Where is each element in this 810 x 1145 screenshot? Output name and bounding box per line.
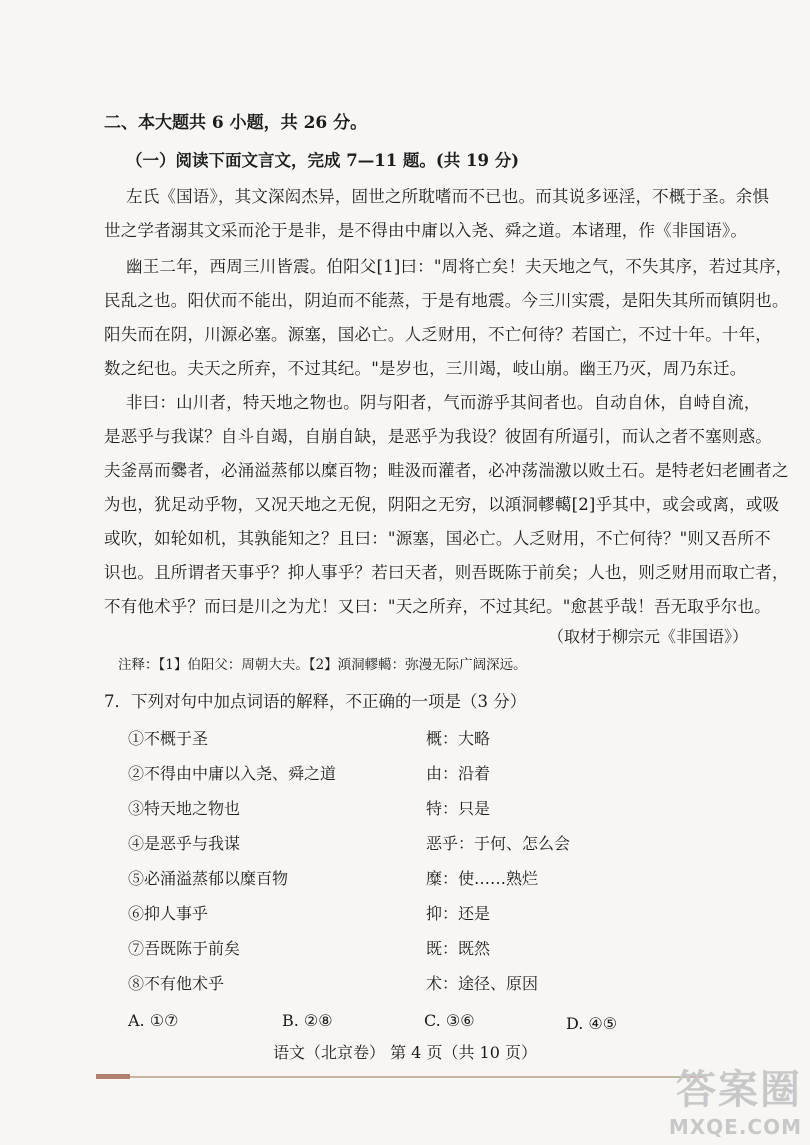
q7-item-left: ⑧不有他术乎 <box>128 974 225 993</box>
passage-line: 或吹，如轮如机，其孰能知之？且曰："源塞，国必亡。人乏财用，不亡何待？"则又吾所不 <box>104 529 771 548</box>
choice-c[interactable]: C. ③⑥ <box>424 1011 475 1030</box>
passage-line: 不有他术乎？而曰是川之为尤！又曰："天之所弃，不过其纪。"愈甚乎哉！吾无取乎尔也。 <box>104 597 771 616</box>
choice-a[interactable]: A. ①⑦ <box>128 1011 179 1030</box>
watermark-main: 答案圈 <box>676 1067 802 1113</box>
q7-item-left: ③特天地之物也 <box>128 799 241 818</box>
q7-item-left: ①不概于圣 <box>128 729 209 748</box>
passage-line: 非曰：山川者，特天地之物也。阴与阳者，气而游乎其间者也。自动自休，自峙自流， <box>126 393 761 412</box>
choice-d[interactable]: D. ④⑤ <box>566 1014 618 1033</box>
q7-item-left: ⑤必涌溢蒸郁以糜百物 <box>128 869 289 888</box>
section-title: 二、本大题共 6 小题，共 26 分。 <box>104 113 368 133</box>
question-7-stem: 7．下列对句中加点词语的解释，不正确的一项是（3 分） <box>104 692 527 711</box>
passage-line: 识也。且所谓者天事乎？抑人事乎？若曰天者，则吾既陈于前矣；人也，则乏财用而取亡者， <box>104 563 789 582</box>
q7-item-right: 抑：还是 <box>426 904 491 923</box>
footer-rule-accent <box>96 1074 130 1079</box>
q7-item-right: 既：既然 <box>426 939 491 958</box>
q7-item-left: ⑦吾既陈于前矣 <box>128 939 241 958</box>
passage-line: 是恶乎与我谋？自斗自竭，自崩自缺，是恶乎为我设？彼固有所逼引，而认之者不塞则惑。 <box>104 427 772 446</box>
q7-item-right: 特：只是 <box>426 799 491 818</box>
q7-item-left: ②不得由中庸以入尧、舜之道 <box>128 764 337 783</box>
q7-item-left: ④是恶乎与我谋 <box>128 834 241 853</box>
passage-line: 民乱之也。阳伏而不能出，阴迫而不能蒸，于是有地震。今三川实震，是阳失其所而镇阴也。 <box>104 291 789 310</box>
watermark <box>669 1058 802 1139</box>
passage-line: 左氏《国语》，其文深闳杰异，固世之所耽嗜而不已也。而其说多诬淫，不概于圣。余惧 <box>126 187 770 206</box>
passage-line: 世之学者溺其文采而沦于是非，是不得由中庸以入尧、舜之道。本诸理，作《非国语》。 <box>104 221 748 240</box>
passage-source: （取材于柳宗元《非国语》） <box>548 627 749 646</box>
page-footer: 语文（北京卷） 第 4 页（共 10 页） <box>273 1043 537 1062</box>
footer-rule <box>96 1076 706 1078</box>
watermark-sub: MXQE.COM <box>668 1115 802 1139</box>
passage-note: 注释：【1】伯阳父：周朝大夫。【2】澒洞轇轕：弥漫无际广阔深远。 <box>118 657 527 673</box>
passage-line: 数之纪也。夫天之所弃，不过其纪。"是岁也，三川竭，岐山崩。幽王乃灭，周乃东迁。 <box>104 359 747 378</box>
q7-item-right: 恶乎：于何、怎么会 <box>426 834 571 853</box>
q7-item-right: 由：沿着 <box>426 764 491 783</box>
passage-line: 夫釜鬲而爨者，必涌溢蒸郁以糜百物；畦汲而灌者，必冲荡湍激以败土石。是特老妇老圃者之 <box>104 461 789 480</box>
q7-item-right: 糜：使……熟烂 <box>426 869 539 888</box>
passage-line: 阳失而在阴，川源必塞。源塞，国必亡。人乏财用，不亡何待？若国亡，不过十年。十年， <box>104 325 772 344</box>
q7-item-right: 概：大略 <box>426 729 491 748</box>
passage-line: 幽王二年，西周三川皆震。伯阳父[1]曰："周将亡矣！夫天地之气，不失其序，若过其序， <box>126 257 793 276</box>
q7-item-right: 术：途径、原因 <box>426 974 539 993</box>
choice-b[interactable]: B. ②⑧ <box>282 1011 333 1030</box>
passage-line: 为也，犹足动乎物，又况天地之无倪，阴阳之无穷，以澒洞轇轕[2]乎其中，或会或离，或吸 <box>104 495 780 514</box>
subsection-title: （一）阅读下面文言文，完成 7—11 题。(共 19 分) <box>126 151 519 170</box>
q7-item-left: ⑥抑人事乎 <box>128 904 209 923</box>
